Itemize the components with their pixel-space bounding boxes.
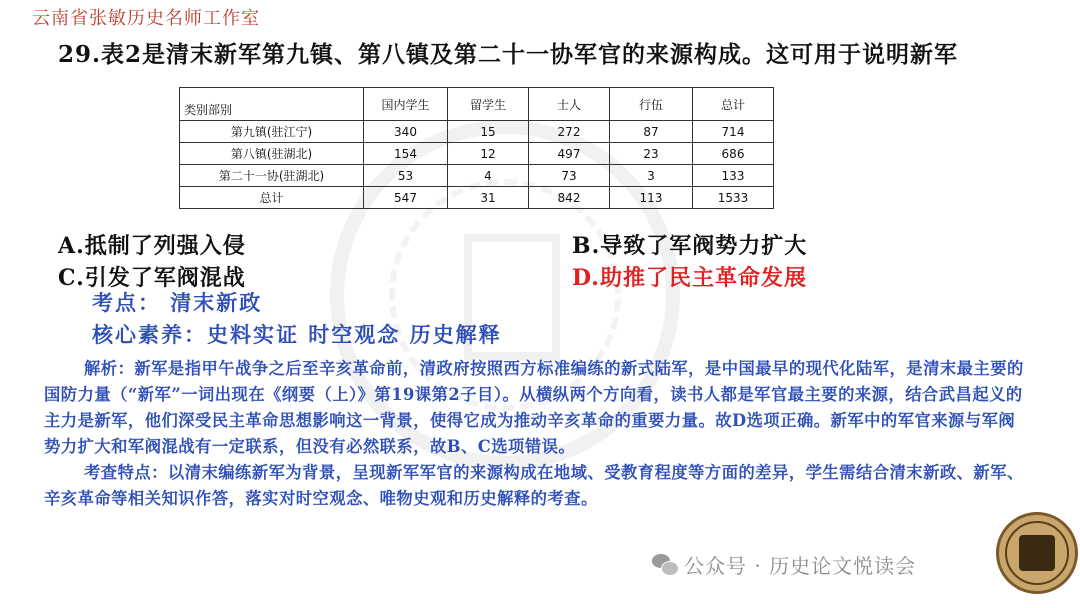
table-cell: 714 <box>693 121 774 143</box>
table-cell: 686 <box>693 143 774 165</box>
table-cell: 113 <box>610 187 693 209</box>
table-header-row <box>180 88 774 121</box>
option-b: B.导致了军阀势力扩大 <box>572 233 808 259</box>
row-label: 第二十一协(驻湖北) <box>180 165 364 187</box>
table-cell: 547 <box>364 187 448 209</box>
option-a: A.抵制了列强入侵 <box>58 233 246 259</box>
option-c: C.引发了军阀混战 <box>58 265 246 291</box>
exam-feature-paragraph: 考查特点：以清末编练新军为背景，呈现新军军官的来源构成在地域、受教育程度等方面的差异，学生需结合清末新政、新军、辛亥革命等相关知识作答，落实对时空观念、唯物史观和历史解释的考查。 <box>44 463 1024 508</box>
row-label: 总计 <box>180 187 364 209</box>
footer-text: 公众号 · 历史论文悦读会 <box>684 554 917 578</box>
row-label: 第九镇(驻江宁) <box>180 121 364 143</box>
studio-seal-logo <box>996 512 1078 594</box>
table-cell: 23 <box>610 143 693 165</box>
table-cell: 31 <box>448 187 529 209</box>
wechat-icon <box>652 554 678 576</box>
table-cell: 12 <box>448 143 529 165</box>
table-cell: 133 <box>693 165 774 187</box>
table-col-header: 总计 <box>693 88 774 121</box>
option-d-correct: D.助推了民主革命发展 <box>572 265 807 291</box>
analysis-paragraph: 解析：新军是指甲午战争之后至辛亥革命前，清政府按照西方标准编练的新式陆军，是中国最早的现代化陆军，是清末最主要的国防力量（“新军”一词出现在《纲要（上）》第19课第2子目）。从横纵两个方向看，读书人都是军官最主要的来源，结合武昌起义的主力是新军，他们深受民主革命思想影响这一背景，使得它成为推动辛亥革命的重要力量。故D选项正确。新军中的军官来源与军阀势力扩大和军阀混战有一定联系，但没有必然联系，故B、C选项错误。 <box>44 359 1024 456</box>
wechat-footer <box>652 550 916 579</box>
table-corner-header: 类别部别 <box>180 88 364 121</box>
seal-center <box>1019 535 1055 571</box>
table-cell: 497 <box>529 143 610 165</box>
question-stem: 29.表2是清末新军第九镇、第八镇及第二十一协军官的来源构成。这可用于说明新军 <box>58 41 959 68</box>
table-cell: 842 <box>529 187 610 209</box>
analysis-block <box>44 356 1024 512</box>
table-col-header: 国内学生 <box>364 88 448 121</box>
table-cell: 340 <box>364 121 448 143</box>
table-col-header: 行伍 <box>610 88 693 121</box>
table-cell: 3 <box>610 165 693 187</box>
row-label: 第八镇(驻湖北) <box>180 143 364 165</box>
table-row <box>180 121 774 143</box>
table-col-header: 留学生 <box>448 88 529 121</box>
table-row <box>180 143 774 165</box>
core-literacy: 核心素养：史料实证 时空观念 历史解释 <box>92 322 502 347</box>
table-cell: 1533 <box>693 187 774 209</box>
officer-source-table <box>179 87 774 209</box>
table-cell: 87 <box>610 121 693 143</box>
table-cell: 272 <box>529 121 610 143</box>
table-cell: 4 <box>448 165 529 187</box>
table-col-header: 士人 <box>529 88 610 121</box>
table-cell: 15 <box>448 121 529 143</box>
studio-title: 云南省张敏历史名师工作室 <box>32 8 260 29</box>
table-cell: 53 <box>364 165 448 187</box>
exam-point: 考点： 清末新政 <box>92 290 263 315</box>
table-row <box>180 165 774 187</box>
table-cell: 154 <box>364 143 448 165</box>
table-total-row <box>180 187 774 209</box>
table-cell: 73 <box>529 165 610 187</box>
